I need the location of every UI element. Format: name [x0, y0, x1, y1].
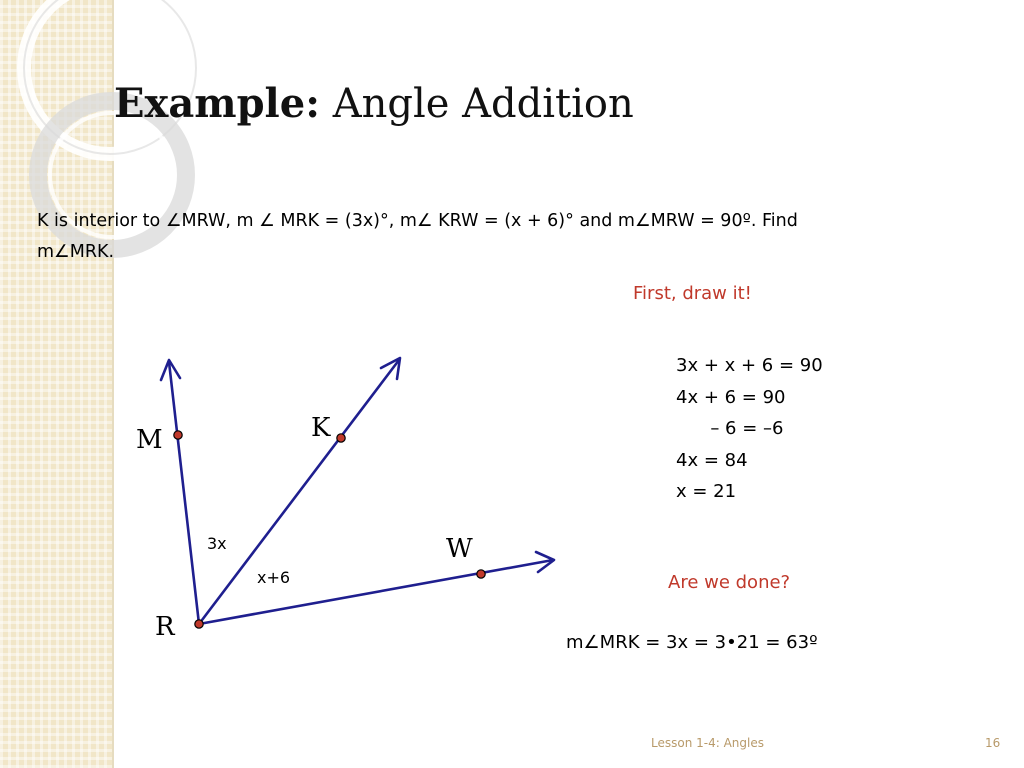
- point-w-label: W: [446, 534, 473, 564]
- work-line-4: 4x = 84: [676, 449, 748, 471]
- ray-rw: [199, 560, 553, 624]
- final-answer: m∠MRK = 3x = 3•21 = 63º: [566, 632, 818, 653]
- point-m-dot: [174, 431, 182, 439]
- page-number: 16: [985, 736, 1001, 750]
- angle-krw-label: x+6: [257, 568, 291, 587]
- point-r-label: R: [155, 612, 175, 642]
- work-line-1: 3x + x + 6 = 90: [676, 355, 823, 376]
- work-line-5: x = 21: [676, 481, 737, 502]
- point-w-dot: [477, 570, 485, 578]
- draw-it-note: First, draw it!: [633, 283, 752, 304]
- title-prefix: Example:: [114, 80, 320, 127]
- point-k-label: K: [311, 413, 331, 443]
- work-line-3: – 6 = –6: [676, 418, 784, 439]
- ray-rm: [169, 362, 199, 624]
- ray-rk: [199, 360, 399, 624]
- point-m-label: M: [136, 425, 163, 455]
- angle-mrk-label: 3x: [207, 534, 227, 553]
- point-k-dot: [337, 434, 345, 442]
- problem-line-1: K is interior to ∠MRW, m ∠ MRK = (3x)°, m∠ KRW = (x + 6)° and m∠MRW = 90º. Find: [37, 211, 798, 231]
- are-we-done-note: Are we done?: [668, 572, 791, 593]
- footer-lesson: Lesson 1-4: Angles: [651, 736, 764, 750]
- title-text: Angle Addition: [332, 81, 634, 127]
- point-r-dot: [195, 620, 203, 628]
- work-line-2: 4x + 6 = 90: [676, 386, 786, 408]
- problem-line-2: m∠MRK.: [37, 242, 115, 262]
